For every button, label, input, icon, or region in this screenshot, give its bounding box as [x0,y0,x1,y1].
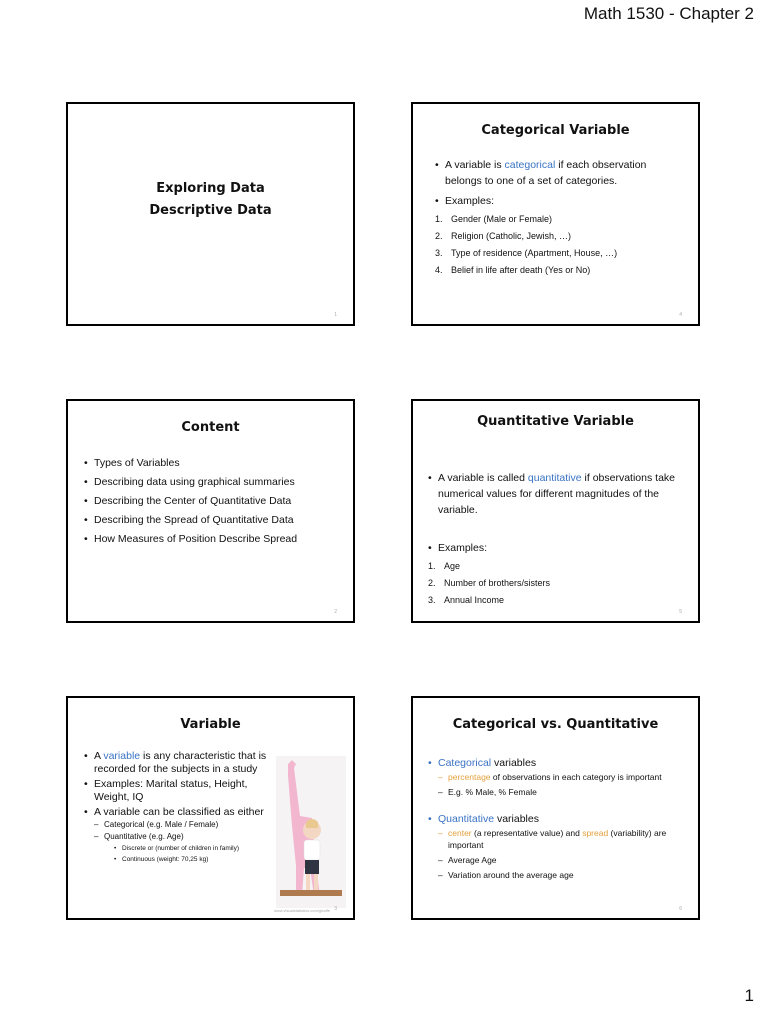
slide-6-title: Categorical vs. Quantitative [452,717,659,732]
slide-6-bullets [428,756,690,881]
slide-2 [411,102,700,326]
slide-5-sublist [94,819,274,865]
list-text: Gender (Male or Female) [451,214,553,224]
list-item: – percentage of observations in each category is important [438,772,662,782]
list-item [435,228,685,245]
list-item: – Categorical (e.g. Male / Female) [94,820,219,829]
slide-1 [66,102,355,326]
list-item [435,211,685,228]
list-item: – Average Age [438,855,497,865]
slide-6-bullet-categorical [428,756,690,798]
list-text: Number of brothers/sisters [444,578,551,588]
slide-4-bullets [428,470,690,609]
list-number: 2. [435,231,443,241]
list-text: of observations in each category is important [490,772,662,782]
list-text: Quantitative (e.g. Age) [104,832,184,841]
term-quantitative: Quantitative [438,813,495,825]
slide-1-title-line1: Exploring Data [156,181,265,196]
slide-2-examples [435,211,685,279]
list-text: Age [444,561,461,571]
list-item: – Quantitative (e.g. Age) • Discrete or (number of children in family) • Continuous (weight: 70,25 kg) [94,831,274,865]
slide-6-quant-sublist [438,827,690,881]
list-text: (a representative value) and [471,828,583,838]
list-item [428,592,690,609]
slide-3 [66,399,355,623]
list-item: • Describing the Center of Quantitative Data [84,492,344,511]
slide-2-bullet-2 [435,193,685,279]
slide-5-subsublist [104,843,274,865]
list-number: 1. [435,214,443,224]
list-number: 3. [428,595,436,605]
list-item [428,575,690,592]
slide-4 [411,399,700,623]
slide-1-number: 1 [334,312,337,318]
slide-3-title: Content [181,420,240,435]
list-item [428,558,690,575]
slide-5-bullet-1-pre: A [94,750,104,762]
slide-2-bullet-1-pre: A variable is [445,159,505,171]
slide-1-title-line2: Descriptive Data [149,203,272,218]
term-center: center [448,828,472,838]
slide-5-title: Variable [180,717,241,732]
slide-5-number: 3 [334,906,337,912]
list-item: – Variation around the average age [438,870,574,880]
list-text: Categorical (e.g. Male / Female) [104,820,219,829]
list-item: – center (a representative value) and spread (variability) are important [438,828,667,850]
slide-6-bullet-quantitative [428,812,690,881]
list-number: 2. [428,578,436,588]
term-categorical: Categorical [438,757,492,769]
list-item: • Describing data using graphical summaries [84,473,344,492]
slide-2-bullet-2-text: Examples: [445,195,495,207]
list-text: Religion (Catholic, Jewish, …) [451,231,572,241]
slide-6-number: 6 [679,906,682,912]
slide-6 [411,696,700,920]
slide-4-bullet-2-text: Examples: [438,542,488,554]
slide-4-bullet-2 [428,540,690,609]
slide-4-bullet-1-post: if observations take numerical values for different magnitudes of the variable. [438,472,675,516]
slide-5-bullet-3-text: A variable can be classified as either [94,806,264,818]
list-item: • Types of Variables [84,454,344,473]
slide-4-bullet-1-pre: A variable is called [438,472,528,484]
list-text: (variability) are important [448,828,667,850]
slide-3-bullets [84,454,344,549]
list-item: • Continuous (weight: 70,25 kg) [114,854,274,865]
list-text: Type of residence (Apartment, House, …) [451,248,618,258]
document-header-title: Math 1530 - Chapter 2 [583,4,754,23]
term-variable: variable [103,750,141,762]
list-text: Variation around the average age [448,870,574,880]
slide-2-number: 4 [679,312,682,318]
slide-4-number: 5 [679,609,682,615]
slide-2-title: Categorical Variable [481,123,630,138]
list-text: Annual Income [444,595,505,605]
slide-5-bullet-2: • Examples: Marital status, Height, Weight, IQ [84,778,274,804]
slide-6-cat-post: variables [491,757,537,769]
slide-5 [66,696,355,920]
term-categorical: categorical [504,159,556,171]
list-number: 3. [435,248,443,258]
list-item: – E.g. % Male, % Female [438,787,537,797]
list-item: • How Measures of Position Describe Spread [84,530,344,549]
slide-4-examples [428,558,690,609]
slide-1-title [68,178,353,222]
list-number: 1. [428,561,436,571]
list-text: E.g. % Male, % Female [448,787,537,797]
list-text: Average Age [448,855,497,865]
slide-6-quant-post: variables [494,813,539,825]
slide-5-bullets [84,750,274,865]
giraffe-illustration [276,756,346,908]
slide-3-number: 2 [334,609,337,615]
giraffe-child-image [276,756,346,908]
slide-6-cat-sublist [438,771,690,798]
term-quantitative: quantitative [527,472,582,484]
list-item [435,245,685,262]
slide-2-bullets [435,157,685,279]
slide-5-bullet-1 [84,750,274,776]
term-spread: spread [582,828,609,838]
slide-4-bullet-1 [428,470,690,518]
page-number: 1 [744,986,754,1005]
slide-5-bullet-3 [84,806,274,865]
slide-5-bullet-1-post: is any characteristic that is recorded for the subjects in a study [94,750,267,775]
list-text: Belief in life after death (Yes or No) [451,265,591,275]
slide-2-bullet-1-post: if each observation belongs to one of a set of categories. [445,159,647,187]
slide-2-bullet-1 [435,157,685,189]
list-number: 4. [435,265,443,275]
term-percentage: percentage [448,772,491,782]
slide-4-title: Quantitative Variable [477,414,634,429]
image-credit: www.visualstatistics.com/giraffe [274,908,330,913]
list-item: • Describing the Spread of Quantitative Data [84,511,344,530]
list-item [435,262,685,279]
list-item: • Discrete or (number of children in family) [114,843,274,854]
